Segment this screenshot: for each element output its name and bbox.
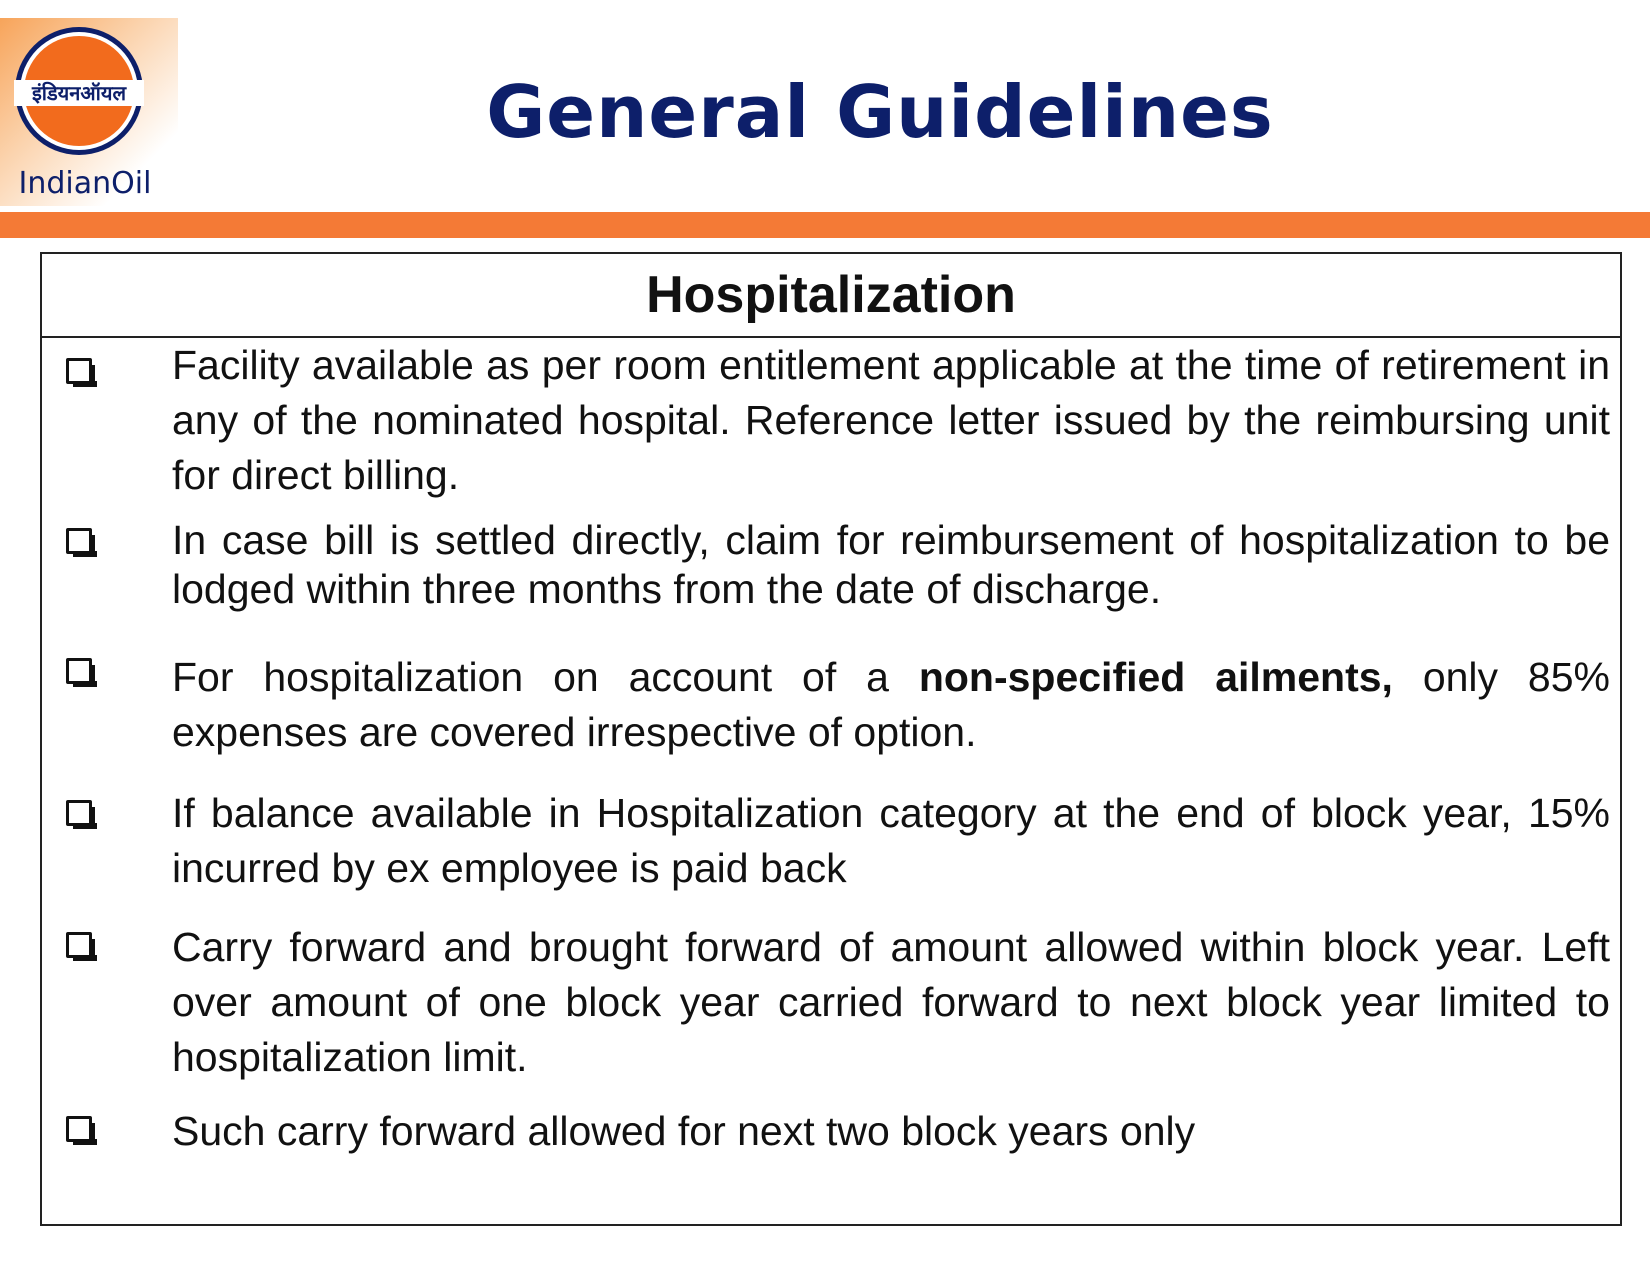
item-text: Such carry forward allowed for next two block years only <box>172 1108 1196 1154</box>
svg-text:इंडियनऑयल: इंडियनऑयल <box>31 81 127 105</box>
checkbox-icon <box>66 528 92 554</box>
section-title: Hospitalization <box>646 266 1016 324</box>
header-divider-bar <box>0 212 1650 238</box>
checkbox-icon <box>66 932 92 958</box>
hospitalization-panel <box>40 252 1622 1226</box>
panel-header <box>42 254 1620 338</box>
item-text: Facility available as per room entitlement applicable at the time of retirement in any of the nominated hospital. Reference letter issued by the reimbursing unit for direct billing. <box>172 342 1610 498</box>
checkbox-icon <box>66 358 92 384</box>
item-text-start: For hospitalization on account of a <box>172 654 919 700</box>
indianoil-logo-icon <box>12 24 146 158</box>
item-text: Carry forward and brought forward of amount allowed within block year. Left over amount of one block year carried forward to next block year limited to hospitalization limit. <box>172 924 1610 1080</box>
checkbox-icon <box>66 658 92 684</box>
indianoil-logo <box>0 18 178 206</box>
item-text: In case bill is settled directly, claim for reimbursement of hospitalization to be lodged within three months from the date of discharge. <box>172 517 1610 612</box>
logo-wordmark: IndianOil <box>18 166 152 201</box>
checkbox-icon <box>66 800 92 826</box>
item-text <box>172 650 1610 760</box>
item-text-emphasis: non-specified ailments, <box>918 654 1393 700</box>
page-title: General Guidelines <box>486 70 1274 154</box>
item-text: If balance available in Hospitalization category at the end of block year, 15% incurred by ex employee is paid back <box>172 790 1610 891</box>
checkbox-icon <box>66 1116 92 1142</box>
item-text-end: only 85% expenses are covered irrespective of option. <box>172 654 1610 755</box>
